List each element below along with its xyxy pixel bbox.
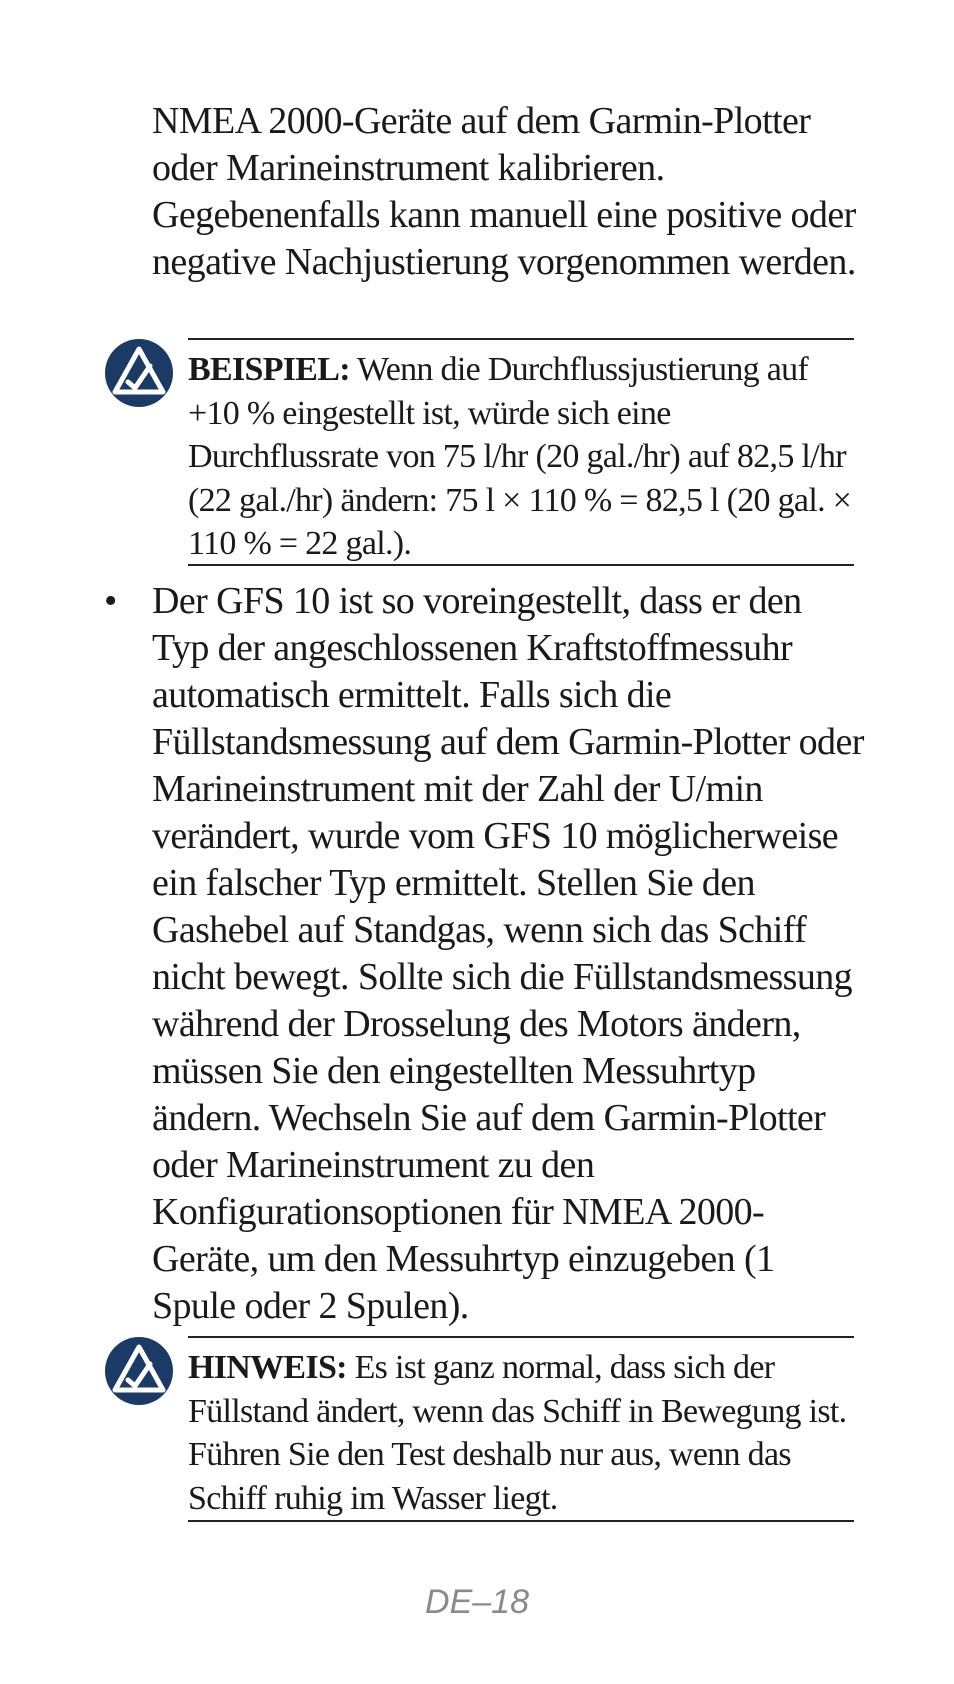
hint-note-text: Es ist ganz normal, dass sich der Füllstand ändert, wenn das Schiff in Bewegung ist. Führen Sie den Test deshalb nur aus, wenn das Schiff ruhig im Wasser liegt. (188, 1349, 847, 1517)
note-pencil-icon (104, 338, 174, 408)
page-number: DE–18 (425, 1583, 529, 1621)
example-note-text: Wenn die Durchflussjustierung auf +10 % eingestellt ist, würde sich eine Durchflussrate von 75 l/hr (20 gal./hr) auf 82,5 l/hr (22 gal./hr) ändern: 75 l × 110 % = 82,5 l (20 gal. × 110 % = 22 gal.). (188, 351, 852, 562)
hint-note (188, 1336, 854, 1522)
bullet-symbol: • (104, 580, 118, 622)
example-note-lead: BEISPIEL: (188, 351, 350, 388)
hint-note-lead: HINWEIS: (188, 1349, 347, 1386)
example-note (188, 338, 854, 566)
intro-paragraph: NMEA 2000-Geräte auf dem Garmin-Plotter oder Marineinstrument kalibrieren. Gegebenenfalls kann manuell eine positive oder negative Nachjustierung vorgenommen werden. (152, 100, 856, 283)
note-pencil-icon (104, 1336, 174, 1406)
bullet-text: Der GFS 10 ist so voreingestellt, dass er den Typ der angeschlossenen Kraftstoffmessuhr automatisch ermittelt. Falls sich die Füllstandsmessung auf dem Garmin-Plotter oder Marineinstrument mit der Zahl der U/min verändert, wurde vom GFS 10 möglicherweise ein falscher Typ ermittelt. Stellen Sie den Gashebel auf Standgas, wenn sich das Schiff nicht bewegt. Sollte sich die Füllstandsmessung während der Drosselung des Motors ändern, müssen Sie den eingestellten Messuhrtyp ändern. Wechseln Sie auf dem Garmin-Plotter oder Marineinstrument zu den Konfigurationsoptionen für NMEA 2000-Geräte, um den Messuhrtyp einzugeben (1 Spule oder 2 Spulen). (152, 580, 864, 1327)
